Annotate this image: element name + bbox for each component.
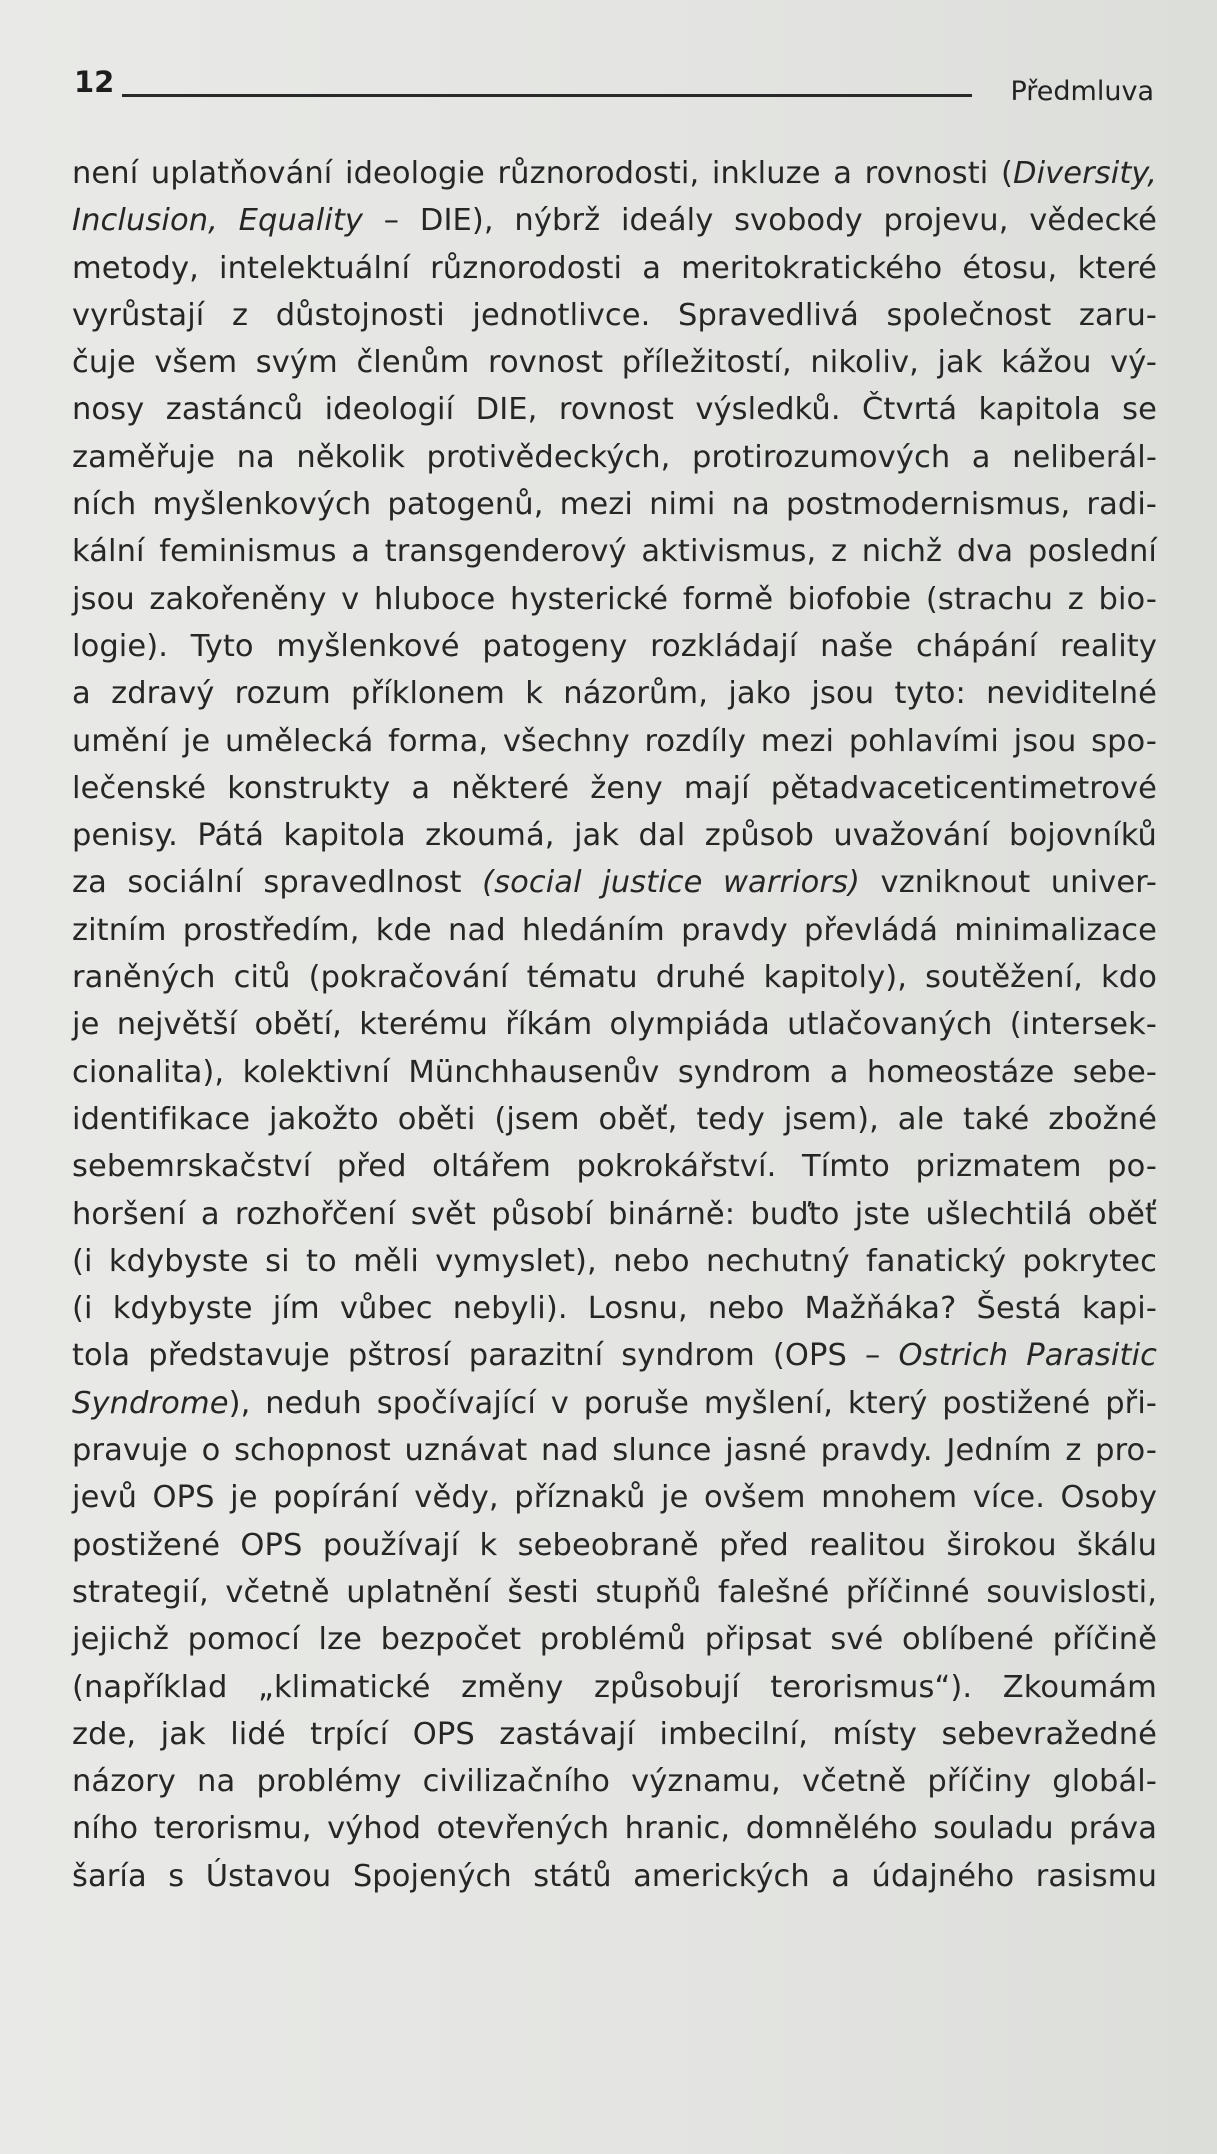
text-segment: ), neduh spočívající v poruše myšlení, který postižené při- xyxy=(228,1385,1157,1421)
text-line xyxy=(72,576,1157,623)
text-line xyxy=(72,1096,1157,1143)
body-text xyxy=(72,150,1157,1900)
text-segment: horšení a rozhořčení svět působí binárně: buďto jste ušlechtilá oběť xyxy=(72,1196,1157,1232)
text-segment: identifikace jakožto oběti (jsem oběť, tedy jsem), ale také zbožné xyxy=(72,1101,1157,1137)
text-line xyxy=(72,1569,1157,1616)
text-segment: šaría s Ústavou Spojených států amerických a údajného rasismu xyxy=(72,1858,1157,1894)
text-segment: ních myšlenkových patogenů, mezi nimi na postmodernismus, radi- xyxy=(72,487,1157,523)
header-rule xyxy=(122,94,972,97)
text-line xyxy=(72,1049,1157,1096)
italic-segment: (social justice warriors) xyxy=(482,865,861,901)
text-line xyxy=(72,1285,1157,1332)
text-line xyxy=(72,1616,1157,1663)
text-segment: logie). Tyto myšlenkové patogeny rozkládají naše chápání reality xyxy=(72,628,1157,664)
text-line xyxy=(72,197,1157,244)
text-line xyxy=(72,150,1157,197)
text-line xyxy=(72,812,1157,859)
text-line xyxy=(72,1758,1157,1805)
text-line xyxy=(72,1853,1157,1900)
text-segment: pravuje o schopnost uznávat nad slunce jasné pravdy. Jedním z pro- xyxy=(72,1433,1157,1469)
text-line xyxy=(72,1380,1157,1427)
text-segment: metody, intelektuální různorodosti a meritokratického étosu, které xyxy=(72,250,1157,286)
text-segment: zaměřuje na několik protivědeckých, protirozumových a neliberál- xyxy=(72,439,1157,475)
text-segment: nosy zastánců ideologií DIE, rovnost výsledků. Čtvrtá kapitola se xyxy=(72,392,1157,428)
text-line xyxy=(72,1427,1157,1474)
text-segment: kální feminismus a transgenderový aktivismus, z nichž dva poslední xyxy=(72,534,1157,570)
running-head: Předmluva xyxy=(1010,76,1154,107)
text-line xyxy=(72,1805,1157,1852)
text-line xyxy=(72,528,1157,575)
text-segment: (například „klimatické změny způsobují terorismus“). Zkoumám xyxy=(72,1669,1157,1705)
text-segment: penisy. Pátá kapitola zkoumá, jak dal způsob uvažování bojovníků xyxy=(72,818,1157,854)
text-line xyxy=(72,1664,1157,1711)
text-line xyxy=(72,292,1157,339)
text-line xyxy=(72,1474,1157,1521)
text-segment: čuje všem svým členům rovnost příležitostí, nikoliv, jak kážou vý- xyxy=(72,345,1157,381)
text-line xyxy=(72,339,1157,386)
text-line xyxy=(72,1522,1157,1569)
text-line xyxy=(72,623,1157,670)
text-segment: vyrůstají z důstojnosti jednotlivce. Spravedlivá společnost zaru- xyxy=(72,297,1157,333)
text-line xyxy=(72,1001,1157,1048)
text-segment: za sociální spravedlnost xyxy=(72,865,483,901)
text-line xyxy=(72,481,1157,528)
italic-segment: Diversity, xyxy=(1012,156,1157,191)
text-line xyxy=(72,434,1157,481)
text-line xyxy=(72,670,1157,717)
italic-segment: Inclusion, Equality xyxy=(72,203,364,239)
text-line xyxy=(72,954,1157,1001)
text-line xyxy=(72,245,1157,292)
text-segment: názory na problémy civilizačního významu, včetně příčiny globál- xyxy=(72,1764,1157,1800)
text-line xyxy=(72,1191,1157,1238)
italic-segment: Ostrich Parasitic xyxy=(898,1338,1157,1374)
text-line xyxy=(72,907,1157,954)
text-segment: jsou zakořeněny v hluboce hysterické formě biofobie (strachu z bio- xyxy=(72,581,1157,617)
text-line xyxy=(72,386,1157,433)
page-number: 12 xyxy=(74,65,115,99)
italic-segment: Syndrome xyxy=(72,1385,229,1421)
text-segment: jejichž pomocí lze bezpočet problémů připsat své oblíbené příčině xyxy=(72,1622,1157,1658)
text-segment: není uplatňování ideologie různorodosti, inkluze a rovnosti ( xyxy=(72,156,1013,191)
text-line xyxy=(72,1238,1157,1285)
text-segment: ního terorismu, výhod otevřených hranic, domnělého souladu práva xyxy=(72,1811,1157,1847)
text-segment: – DIE), nýbrž ideály svobody projevu, vědecké xyxy=(363,203,1157,239)
text-segment: lečenské konstrukty a některé ženy mají pětadvaceticentimetrové xyxy=(72,770,1157,806)
text-segment: (i kdybyste jím vůbec nebyli). Losnu, nebo Mažňáka? Šestá kapi- xyxy=(72,1291,1157,1327)
text-line xyxy=(72,1143,1157,1190)
text-segment: raněných citů (pokračování tématu druhé kapitoly), soutěžení, kdo xyxy=(72,960,1157,996)
text-segment: jevů OPS je popírání vědy, příznaků je ovšem mnohem více. Osoby xyxy=(72,1480,1157,1516)
text-line xyxy=(72,1332,1157,1379)
text-line xyxy=(72,765,1157,812)
text-line xyxy=(72,1711,1157,1758)
text-segment: umění je umělecká forma, všechny rozdíly mezi pohlavími jsou spo- xyxy=(72,723,1157,759)
text-segment: zitním prostředím, kde nad hledáním pravdy převládá minimalizace xyxy=(72,912,1157,948)
text-segment: (i kdybyste si to měli vymyslet), nebo nechutný fanatický pokrytec xyxy=(72,1243,1157,1279)
text-segment: je největší obětí, kterému říkám olympiáda utlačovaných (intersek- xyxy=(72,1007,1157,1043)
text-segment: a zdravý rozum příklonem k názorům, jako jsou tyto: neviditelné xyxy=(72,676,1157,712)
text-segment: strategií, včetně uplatnění šesti stupňů falešné příčinné souvislosti, xyxy=(72,1574,1157,1610)
text-segment: sebemrskačství před oltářem pokrokářství. Tímto prizmatem po- xyxy=(72,1149,1157,1185)
text-segment: postižené OPS používají k sebeobraně před realitou širokou škálu xyxy=(72,1527,1157,1563)
text-segment: vzniknout univer- xyxy=(860,865,1157,901)
text-segment: cionalita), kolektivní Münchhausenův syndrom a homeostáze sebe- xyxy=(72,1054,1157,1090)
text-segment: tola představuje pštrosí parazitní syndrom (OPS – xyxy=(72,1338,899,1374)
text-line xyxy=(72,859,1157,906)
page-header xyxy=(74,62,1154,112)
text-line xyxy=(72,718,1157,765)
text-segment: zde, jak lidé trpící OPS zastávají imbecilní, místy sebevražedné xyxy=(72,1716,1157,1752)
